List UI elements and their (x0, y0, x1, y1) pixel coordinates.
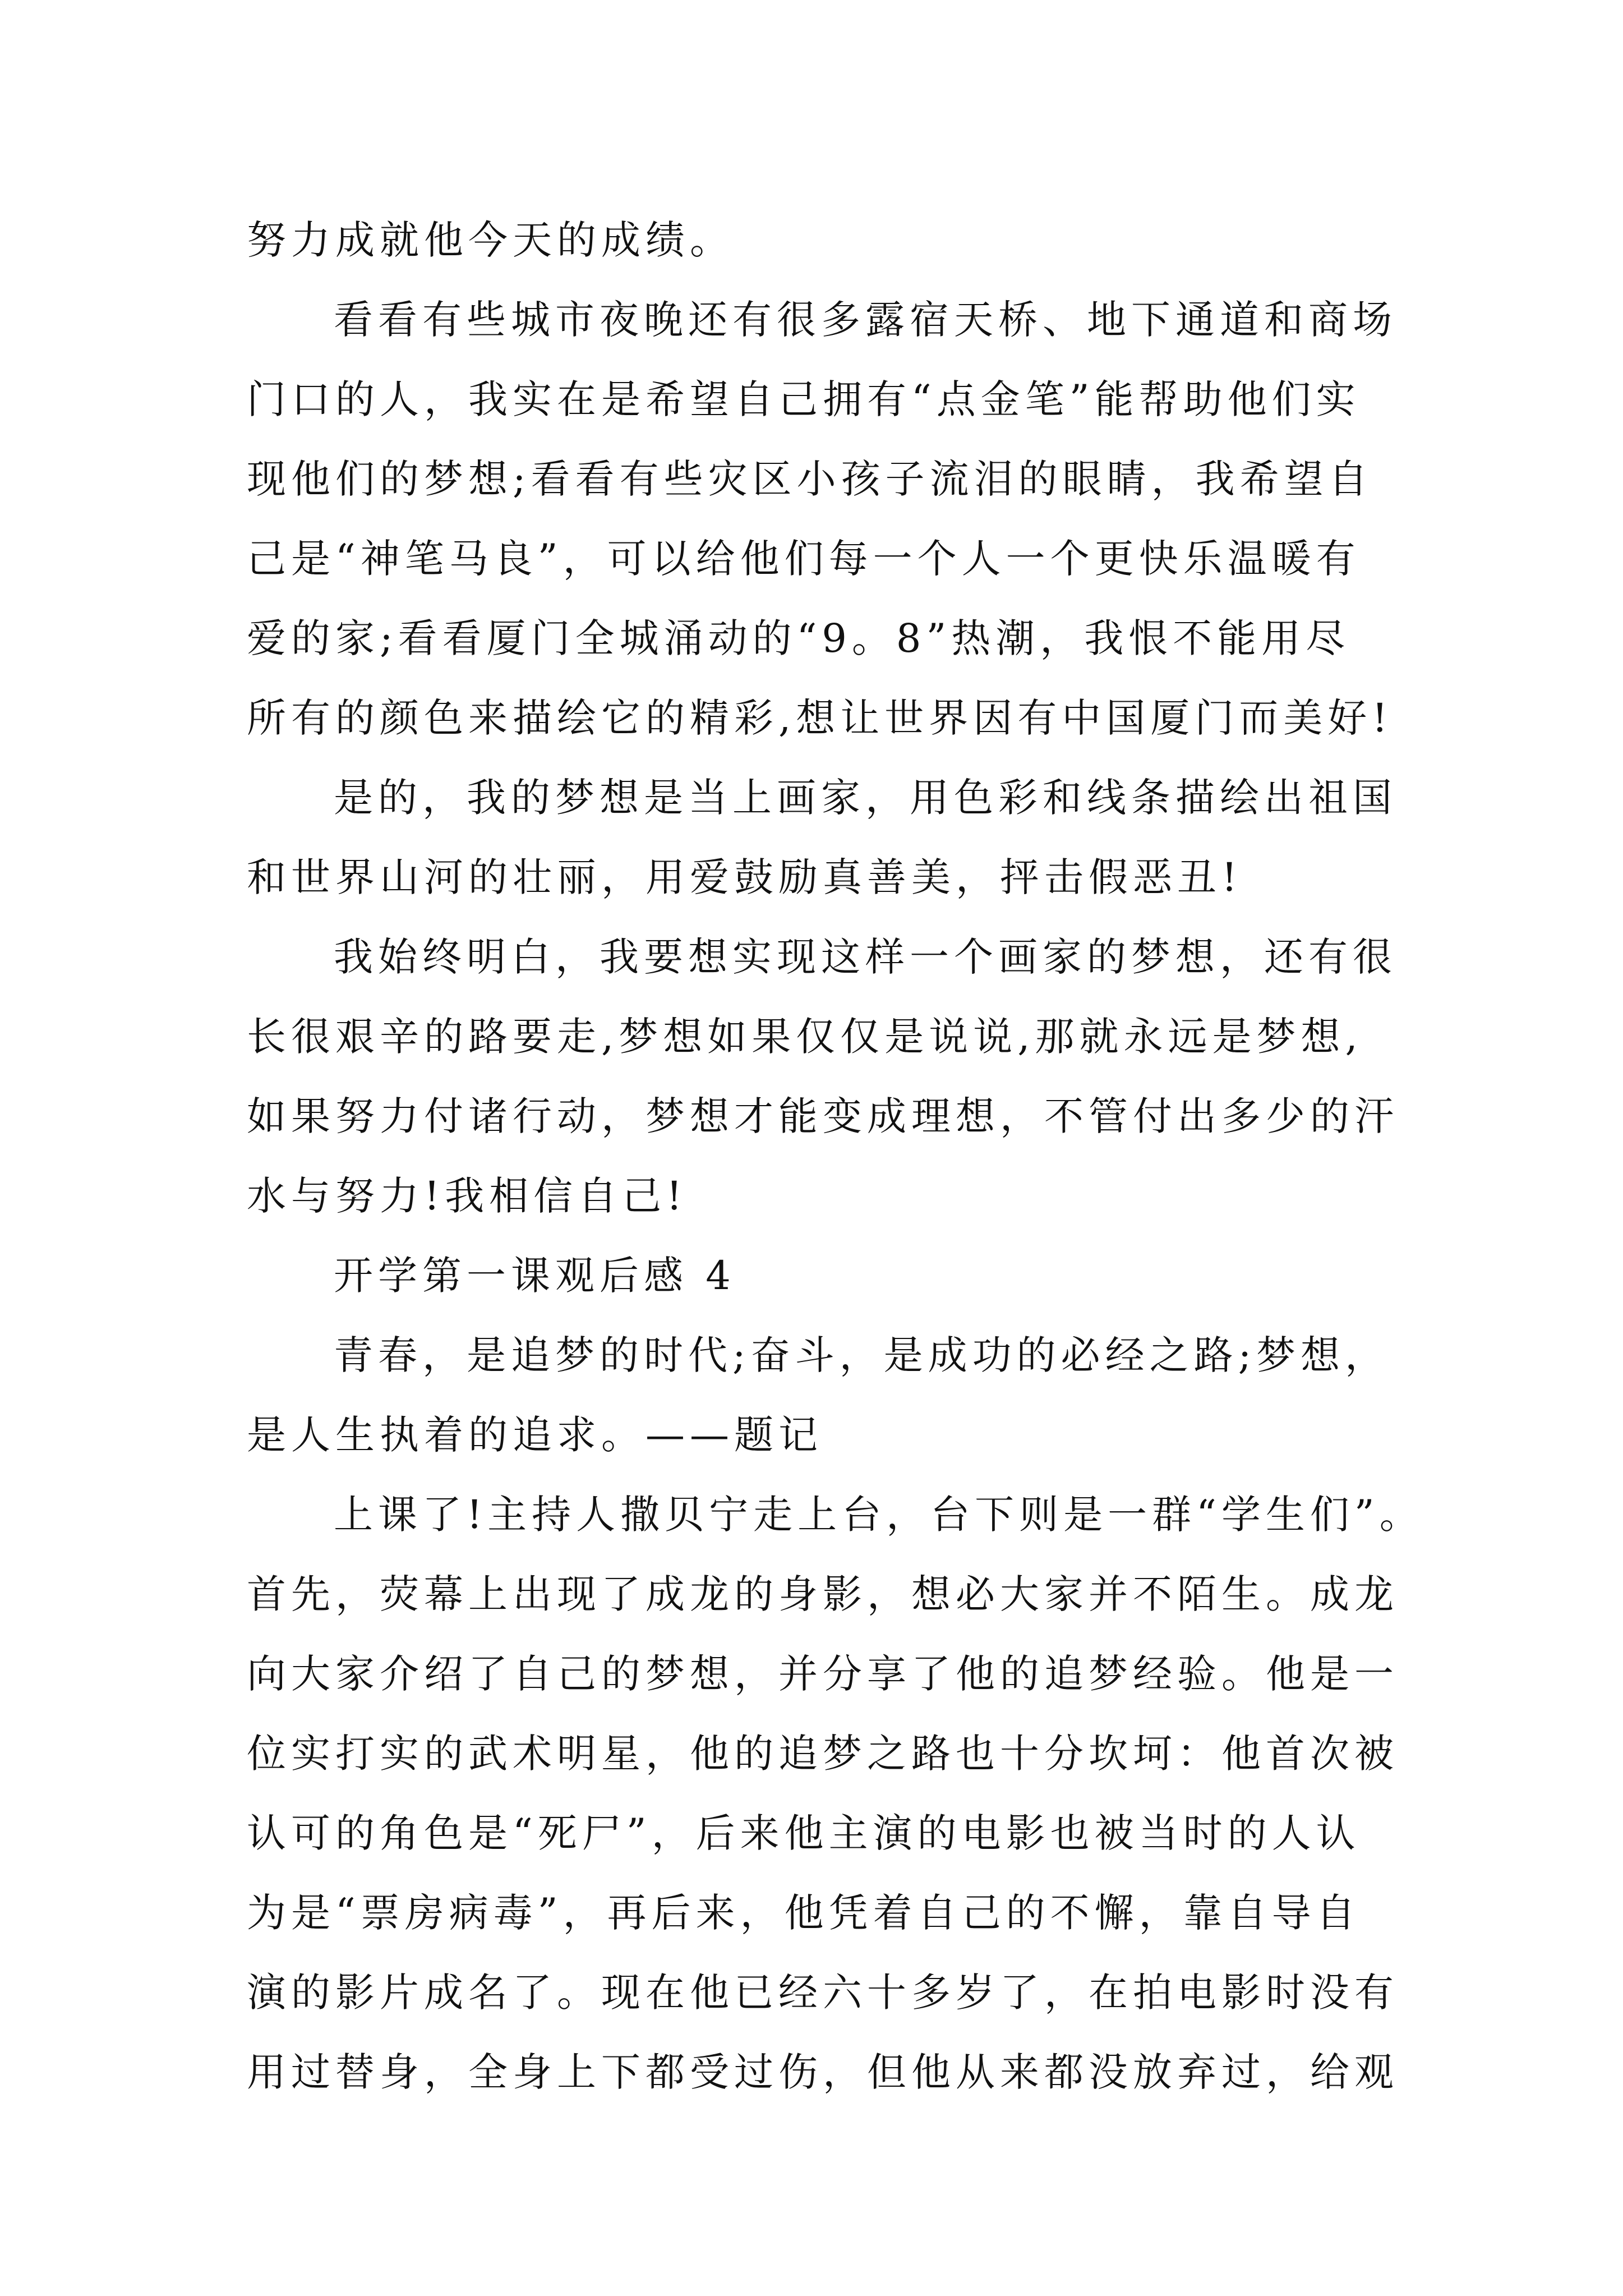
text-line: 和世界山河的壮丽，用爱鼓励真善美，抨击假恶丑! (247, 854, 1243, 900)
text-line: 如果努力付诸行动，梦想才能变成理想，不管付出多少的汗 (247, 1093, 1399, 1139)
text-line: 爱的家;看看厦门全城涌动的“9。8”热潮，我恨不能用尽 (247, 615, 1350, 661)
paragraph-start-line: 青春，是追梦的时代;奋斗，是成功的必经之路;梦想， (334, 1332, 1390, 1378)
text-line: 所有的颜色来描绘它的精彩,想让世界因有中国厦门而美好! (247, 695, 1393, 741)
paragraph-start-line: 看看有些城市夜晚还有很多露宿天桥、地下通道和商场 (334, 297, 1397, 343)
text-line: 门口的人，我实在是希望自己拥有“点金笔”能帮助他们实 (247, 376, 1361, 422)
text-line: 演的影片成名了。现在他已经六十多岁了，在拍电影时没有 (247, 1970, 1399, 2016)
paragraph-start-line: 上课了!主持人撒贝宁走上台，台下则是一群“学生们”。 (334, 1492, 1424, 1538)
text-line: 位实打实的武术明星，他的追梦之路也十分坎坷：他首次被 (247, 1731, 1399, 1777)
text-line: 己是“神笔马良”，可以给他们每一个人一个更快乐温暖有 (247, 536, 1361, 582)
text-line: 努力成就他今天的成绩。 (247, 217, 734, 263)
text-line: 为是“票房病毒”，再后来，他凭着自己的不懈，靠自导自 (247, 1890, 1361, 1936)
text-line: 向大家介绍了自己的梦想，并分享了他的追梦经验。他是一 (247, 1651, 1399, 1697)
text-line: 现他们的梦想;看看有些灾区小孩子流泪的眼睛，我希望自 (247, 456, 1373, 502)
text-line: 用过替身，全身上下都受过伤，但他从来都没放弃过，给观 (247, 2049, 1399, 2095)
section-heading: 开学第一课观后感 4 (334, 1253, 736, 1299)
text-line: 首先，荧幕上出现了成龙的身影，想必大家并不陌生。成龙 (247, 1571, 1399, 1617)
text-line: 水与努力!我相信自己! (247, 1173, 688, 1219)
paragraph-start-line: 我始终明白，我要想实现这样一个画家的梦想，还有很 (334, 934, 1397, 980)
paragraph-start-line: 是的，我的梦想是当上画家，用色彩和线条描绘出祖国 (334, 775, 1397, 821)
text-line: 认可的角色是“死尸”，后来他主演的电影也被当时的人认 (247, 1810, 1361, 1856)
text-line: 长很艰辛的路要走,梦想如果仅仅是说说,那就永远是梦想, (247, 1014, 1363, 1060)
text-line: 是人生执着的追求。——题记 (247, 1412, 823, 1458)
